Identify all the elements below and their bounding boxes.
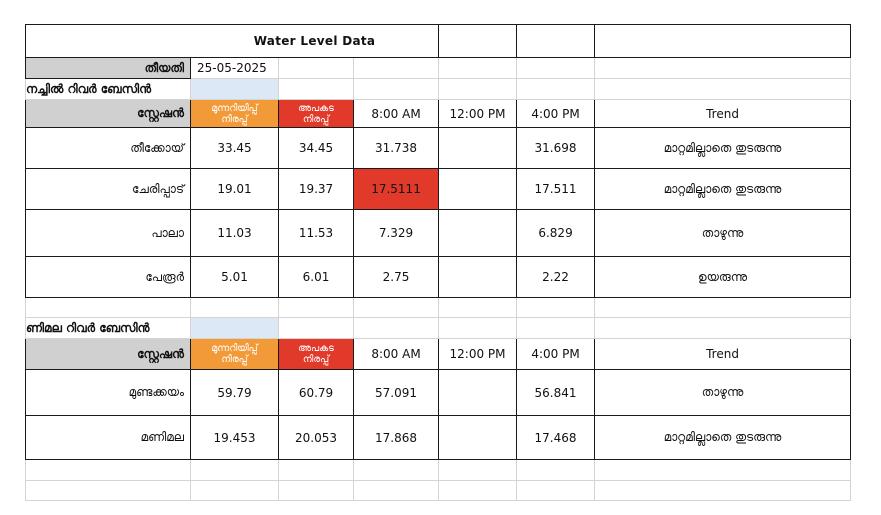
header-row	[26, 339, 851, 370]
trend[interactable]: താഴുന്നു	[595, 370, 851, 416]
time-header[interactable]: 12:00 PM	[439, 339, 517, 370]
level-8am[interactable]: 57.091	[354, 370, 439, 416]
basin-row	[26, 318, 851, 339]
level-12pm[interactable]	[439, 128, 517, 169]
basin-name[interactable]: ണിമല റിവർ ബേസിൻ	[26, 318, 191, 339]
level-8am[interactable]: 31.738	[354, 128, 439, 169]
level-8am[interactable]: 17.868	[354, 416, 439, 460]
level-8am[interactable]: 17.5111	[354, 169, 439, 210]
water-level-table	[25, 24, 851, 501]
level-4pm[interactable]: 17.468	[517, 416, 595, 460]
danger-level-header[interactable]: അപകട നിരപ്പ്	[279, 100, 354, 128]
trend-header[interactable]: Trend	[595, 100, 851, 128]
empty-row	[26, 298, 851, 318]
warning-level[interactable]: 33.45	[191, 128, 279, 169]
header-row	[26, 100, 851, 128]
warning-level-header[interactable]: മുന്നറിയിപ്പ് നിരപ്പ്	[191, 100, 279, 128]
level-8am[interactable]: 7.329	[354, 210, 439, 257]
level-4pm[interactable]: 56.841	[517, 370, 595, 416]
level-4pm[interactable]: 31.698	[517, 128, 595, 169]
basin-row	[26, 79, 851, 100]
level-4pm[interactable]: 2.22	[517, 257, 595, 298]
station-name[interactable]: മണിമല	[26, 416, 191, 460]
danger-level[interactable]: 20.053	[279, 416, 354, 460]
warning-level-header[interactable]: മുന്നറിയിപ്പ് നിരപ്പ്	[191, 339, 279, 370]
spreadsheet	[25, 24, 850, 501]
table-row	[26, 257, 851, 298]
table-row	[26, 169, 851, 210]
table-row	[26, 416, 851, 460]
station-header[interactable]: സ്റ്റേഷൻ	[26, 100, 191, 128]
empty-row	[26, 481, 851, 501]
empty-row	[26, 460, 851, 481]
time-header[interactable]: 8:00 AM	[354, 100, 439, 128]
station-name[interactable]: ചേരിപ്പാട്	[26, 169, 191, 210]
warning-level[interactable]: 11.03	[191, 210, 279, 257]
station-name[interactable]: തീക്കോയ്	[26, 128, 191, 169]
warning-level[interactable]: 59.79	[191, 370, 279, 416]
time-header[interactable]: 4:00 PM	[517, 339, 595, 370]
table-row	[26, 210, 851, 257]
level-12pm[interactable]	[439, 210, 517, 257]
level-12pm[interactable]	[439, 257, 517, 298]
time-header[interactable]: 4:00 PM	[517, 100, 595, 128]
danger-level[interactable]: 11.53	[279, 210, 354, 257]
station-header[interactable]: സ്റ്റേഷൻ	[26, 339, 191, 370]
time-header[interactable]: 12:00 PM	[439, 100, 517, 128]
station-name[interactable]: പാലാ	[26, 210, 191, 257]
trend[interactable]: മാറ്റമില്ലാതെ തുടരുന്നു	[595, 416, 851, 460]
level-12pm[interactable]	[439, 370, 517, 416]
trend[interactable]: മാറ്റമില്ലാതെ തുടരുന്നു	[595, 169, 851, 210]
danger-level[interactable]: 6.01	[279, 257, 354, 298]
table-row	[26, 128, 851, 169]
station-name[interactable]: മുണ്ടക്കയം	[26, 370, 191, 416]
date-value[interactable]: 25-05-2025	[191, 58, 279, 79]
danger-level[interactable]: 19.37	[279, 169, 354, 210]
station-name[interactable]: പേരൂർ	[26, 257, 191, 298]
table-row	[26, 370, 851, 416]
trend[interactable]: ഉയരുന്നു	[595, 257, 851, 298]
date-label[interactable]: തീയതി	[26, 58, 191, 79]
warning-level[interactable]: 5.01	[191, 257, 279, 298]
trend[interactable]: മാറ്റമില്ലാതെ തുടരുന്നു	[595, 128, 851, 169]
page-title: Water Level Data	[191, 25, 439, 58]
level-4pm[interactable]: 17.511	[517, 169, 595, 210]
warning-level[interactable]: 19.01	[191, 169, 279, 210]
danger-level-header[interactable]: അപകട നിരപ്പ്	[279, 339, 354, 370]
level-12pm[interactable]	[439, 416, 517, 460]
level-4pm[interactable]: 6.829	[517, 210, 595, 257]
warning-level[interactable]: 19.453	[191, 416, 279, 460]
basin-name[interactable]: നച്ചിൽ റിവർ ബേസിൻ	[26, 79, 191, 100]
time-header[interactable]: 8:00 AM	[354, 339, 439, 370]
trend-header[interactable]: Trend	[595, 339, 851, 370]
level-8am[interactable]: 2.75	[354, 257, 439, 298]
date-row	[26, 58, 851, 79]
title-row	[26, 25, 851, 58]
danger-level[interactable]: 60.79	[279, 370, 354, 416]
danger-level[interactable]: 34.45	[279, 128, 354, 169]
level-12pm[interactable]	[439, 169, 517, 210]
trend[interactable]: താഴുന്നു	[595, 210, 851, 257]
